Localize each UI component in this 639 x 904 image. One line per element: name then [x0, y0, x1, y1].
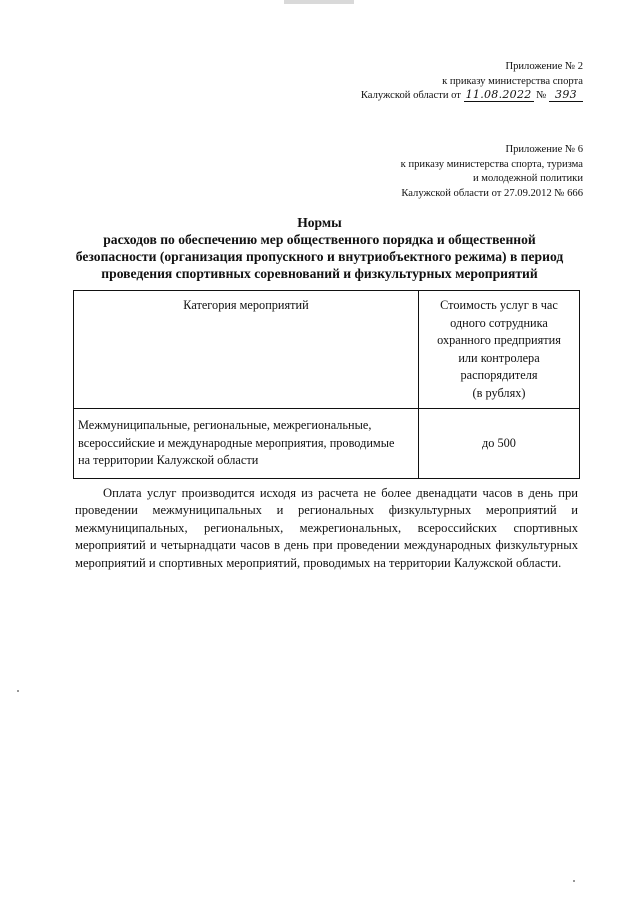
- payment-terms-paragraph: [75, 485, 578, 572]
- appendix-2-region-from: Калужской области от: [360, 90, 461, 101]
- title-line: проведения спортивных соревнований и физкультурных мероприятий: [101, 266, 538, 281]
- header-cost-line: распорядителя: [460, 368, 538, 382]
- scan-speck: [573, 880, 575, 882]
- row-category-line: всероссийские и международные мероприятия, проводимые: [78, 435, 395, 450]
- header-cost-line: одного сотрудника: [450, 315, 548, 330]
- appendix-2-title: Приложение № 2: [505, 61, 583, 72]
- number-sign: №: [536, 90, 547, 101]
- paragraph-line: мероприятий и четырнадцати часов в день при проведении международных физкультурных: [75, 538, 578, 553]
- row-category: [74, 409, 419, 479]
- header-cost-line: или контролера: [458, 350, 540, 365]
- title-line: безопасности (организация пропускного и внутриобъектного режима) в период: [75, 249, 564, 264]
- handwritten-date: 11.08.2022: [465, 88, 532, 101]
- appendix-6-header: [401, 143, 583, 201]
- header-cost: [419, 291, 580, 409]
- header-category: Категория мероприятий: [74, 291, 419, 409]
- header-cost-line: (в рублях): [472, 385, 526, 400]
- handwritten-order-number: 393: [549, 89, 583, 102]
- title-line: расходов по обеспечению мер общественного порядка и общественной: [103, 232, 536, 247]
- table-row: [74, 409, 580, 479]
- document-title: [56, 214, 583, 282]
- row-category-line: на территории Калужской области: [78, 453, 259, 467]
- appendix-2-header: [361, 60, 583, 104]
- paragraph-line: межмуниципальных, региональных, межрегиональных, всероссийских спортивных: [75, 520, 578, 535]
- appendix-6-date-line: Калужской области от 27.09.2012 № 666: [401, 187, 583, 199]
- appendix-2-order-ref: к приказу министерства спорта: [442, 75, 583, 87]
- paragraph-line: Оплата услуг производится исходя из расчета не более двенадцати часов в день при: [103, 486, 578, 500]
- norms-table: [73, 290, 580, 479]
- title-heading: Нормы: [297, 215, 342, 230]
- paragraph-line: мероприятий и спортивных мероприятий, проводимых на территории Калужской области.: [75, 555, 562, 570]
- row-cost: до 500: [419, 409, 580, 479]
- appendix-2-date-line: [361, 89, 583, 104]
- row-category-line: Межмуниципальные, региональные, межрегиональные,: [78, 418, 372, 432]
- scan-speck: [17, 690, 19, 692]
- scan-header-mark: [284, 0, 354, 4]
- paragraph-line: проведении межмуниципальных и региональных физкультурных мероприятий и: [75, 503, 578, 518]
- header-cost-line: Стоимость услуг в час: [440, 298, 558, 312]
- header-cost-line: охранного предприятия: [437, 333, 561, 347]
- appendix-6-ministry: и молодежной политики: [472, 173, 583, 184]
- appendix-6-order-ref: к приказу министерства спорта, туризма: [400, 158, 583, 170]
- table-header-row: [74, 291, 580, 409]
- appendix-6-title: Приложение № 6: [505, 144, 583, 155]
